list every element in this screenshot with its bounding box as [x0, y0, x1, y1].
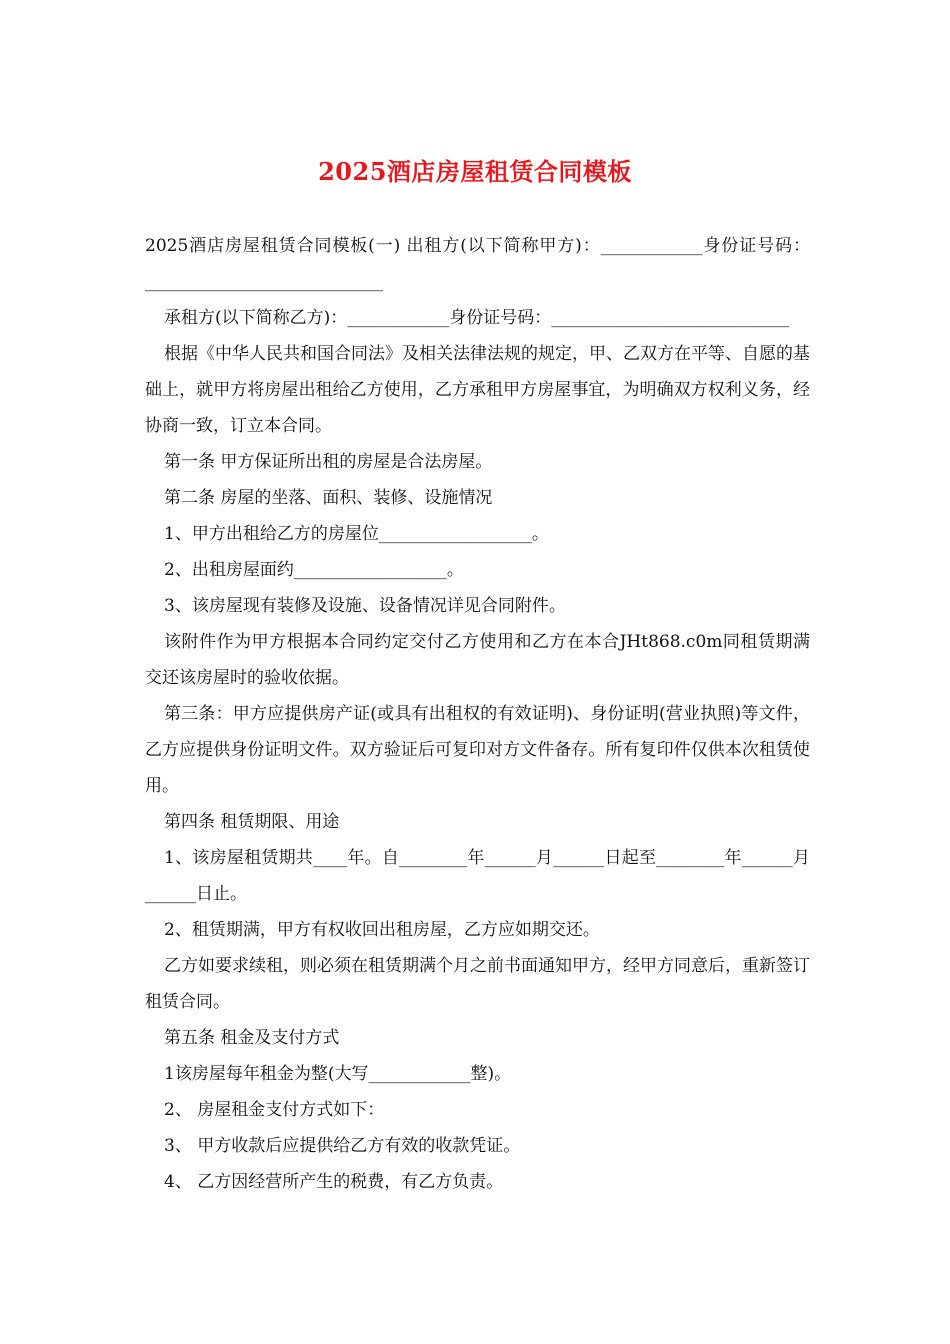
paragraph: 1、甲方出租给乙方的房屋位__________________。 — [164, 524, 549, 544]
paragraph: 1该房屋每年租金为整(大写____________整)。 — [164, 1064, 512, 1084]
paragraph: 2、租赁期满，甲方有权收回出租房屋，乙方应如期交还。 — [164, 920, 600, 940]
paragraph: 乙方如要求续租，则必须在租赁期满个月之前书面通知甲方，经甲方同意后，重新签订租赁合同。 — [145, 956, 810, 1012]
paragraph: 第二条 房屋的坐落、面积、装修、设施情况 — [164, 488, 493, 508]
paragraph: 第一条 甲方保证所出租的房屋是合法房屋。 — [164, 452, 493, 472]
paragraph: 根据《中华人民共和国合同法》及相关法律法规的规定，甲、乙双方在平等、自愿的基础上，就甲方将房屋出租给乙方使用，乙方承租甲方房屋事宜，为明确双方权利义务，经协商一致，订立本合同。 — [145, 344, 810, 436]
paragraph: 3、 甲方收款后应提供给乙方有效的收款凭证。 — [164, 1136, 521, 1156]
paragraph: 第五条 租金及支付方式 — [164, 1028, 340, 1048]
paragraph: 第四条 租赁期限、用途 — [164, 812, 340, 832]
document-title: 2025酒店房屋租赁合同模板 — [318, 157, 632, 186]
paragraph: 2、出租房屋面约__________________。 — [164, 560, 464, 580]
document-body — [145, 228, 810, 1200]
paragraph: 承租方(以下简称乙方)：____________身份证号码：____________________________ — [164, 308, 790, 328]
paragraph: 2025酒店房屋租赁合同模板(一) 出租方(以下简称甲方)：____________身份证号码：____________________________ — [145, 236, 810, 292]
paragraph: 3、该房屋现有装修及设施、设备情况详见合同附件。 — [164, 596, 566, 616]
paragraph: 1、该房屋租赁期共____年。自________年______月______日起至________年______月______日止。 — [145, 848, 810, 904]
paragraph: 4、 乙方因经营所产生的税费，有乙方负责。 — [164, 1172, 504, 1192]
paragraph: 第三条：甲方应提供房产证(或具有出租权的有效证明)、身份证明(营业执照)等文件，乙方应提供身份证明文件。双方验证后可复印对方文件备存。所有复印件仅供本次租赁使用。 — [145, 704, 810, 796]
paragraph: 2、 房屋租金支付方式如下： — [164, 1100, 385, 1120]
paragraph: 该附件作为甲方根据本合同约定交付乙方使用和乙方在本合JHt868.c0m同租赁期满交还该房屋时的验收依据。 — [145, 632, 810, 688]
